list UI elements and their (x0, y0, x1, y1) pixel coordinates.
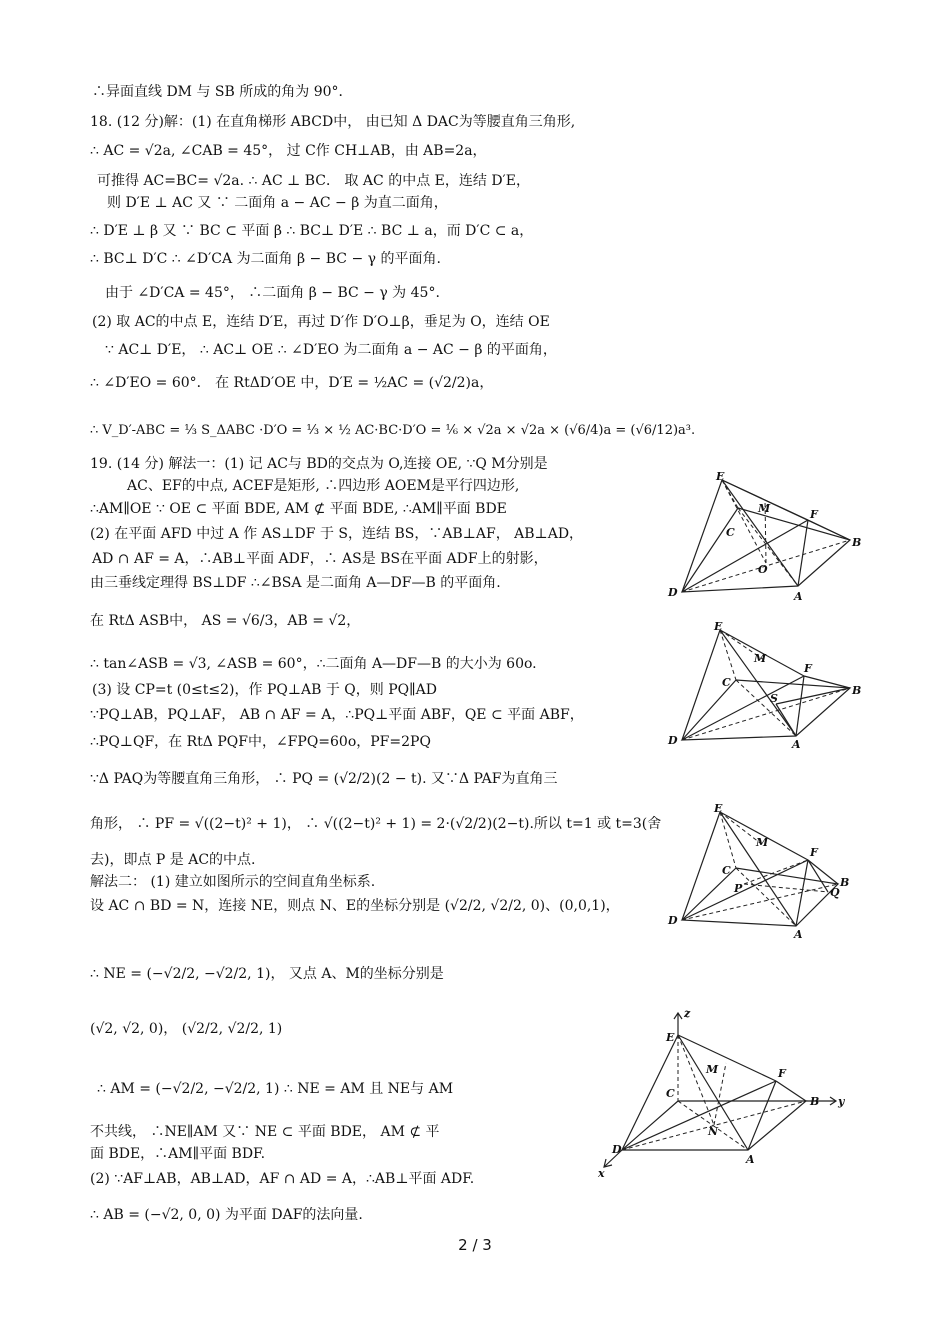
text-line-20: ∴ tan∠ASB = √3, ∠ASB = 60°，∴二面角 A—DF—B 的大小为 60o. (90, 656, 537, 672)
text-line-10: ∵ AC⊥ D′E， ∴ AC⊥ OE ∴ ∠D′EO 为二面角 a − AC − β 的平面角， (105, 342, 557, 358)
fig4-label-x: x (598, 1167, 605, 1180)
fig2-label-c: C (722, 676, 731, 689)
fig4-label-f: F (778, 1067, 786, 1080)
text-line-13: 19. (14 分) 解法一：(1) 记 AC与 BD的交点为 O,连接 OE, ∵Q M分别是 (90, 456, 548, 472)
fig3-label-f: F (810, 846, 818, 859)
fig3-label-c: C (722, 864, 731, 877)
text-line-14: AC、EF的中点, ACEF是矩形, ∴四边形 AOEM是平行四边形, (127, 478, 520, 494)
text-line-31: ∴ AM = (−√2/2, −√2/2, 1) ∴ NE = AM 且 NE与 AM (97, 1081, 454, 1097)
text-line-21: (3) 设 CP=t (0≤t≤2)，作 PQ⊥AB 于 Q，则 PQ∥AD (92, 682, 437, 698)
text-line-8: 由于 ∠D′CA = 45°， ∴二面角 β − BC − γ 为 45°. (105, 285, 440, 301)
fig1-label-b: B (852, 536, 862, 549)
text-line-17: AD ∩ AF = A，∴AB⊥平面 ADF，∴ AS是 BS在平面 ADF上的射影， (92, 551, 548, 567)
figure-3-solid (660, 800, 870, 940)
fig2-label-b: B (852, 684, 862, 697)
text-line-9: (2) 取 AC的中点 E，连结 D′E，再过 D′作 D′O⊥β，垂足为 O，连结 OE (92, 314, 550, 330)
fig4-label-d: D (612, 1143, 622, 1156)
fig3-label-b: B (840, 876, 850, 889)
text-line-7: ∴ BC⊥ D′C ∴ ∠D′CA 为二面角 β − BC − γ 的平面角. (90, 251, 441, 267)
figure-4-coordinate-solid (596, 1005, 856, 1180)
fig4-label-n: N (708, 1125, 719, 1138)
fig3-label-a: A (794, 928, 803, 940)
text-line-4: 可推得 AC=BC= √2a. ∴ AC ⊥ BC． 取 AC 的中点 E，连结 D′E， (97, 173, 530, 189)
text-line-32: 不共线， ∴NE∥AM 又∵ NE ⊂ 平面 BDE， AM ⊄ 平 (90, 1124, 440, 1140)
fig4-label-m: M (706, 1063, 719, 1076)
text-line-24: ∵Δ PAQ为等腰直角三角形， ∴ PQ = (√2/2)(2 − t). 又∵Δ PAF为直角三 (90, 771, 558, 787)
fig3-label-m: M (756, 836, 769, 849)
text-line-12: ∴ V_D′-ABC = ⅓ S_ΔABC ·D′O = ⅓ × ½ AC·BC·D′O = ⅙ × √2a × √2a × (√6/4)a = (√6/12)a³. (90, 423, 696, 438)
text-line-5: 则 D′E ⊥ AC 又 ∵ 二面角 a − AC − β 为直二面角， (107, 195, 448, 211)
fig2-label-d: D (668, 734, 678, 747)
text-line-27: 解法二： (1) 建立如图所示的空间直角坐标系. (90, 874, 376, 890)
text-line-34: (2) ∵AF⊥AB，AB⊥AD，AF ∩ AD = A，∴AB⊥平面 ADF. (90, 1171, 475, 1187)
fig2-label-e: E (714, 620, 723, 633)
figure-1-solid (660, 470, 870, 605)
fig1-label-f: F (810, 508, 818, 521)
page-number: 2 / 3 (458, 1236, 492, 1254)
figure-2-solid (660, 620, 870, 755)
fig1-label-e: E (716, 470, 725, 483)
text-line-19: 在 RtΔ ASB中， AS = √6/3，AB = √2， (90, 613, 361, 629)
fig2-label-a: A (792, 738, 801, 751)
fig3-label-e: E (714, 802, 723, 815)
fig2-label-f: F (804, 662, 812, 675)
fig1-label-o: O (758, 563, 768, 576)
fig2-label-m: M (754, 652, 767, 665)
fig2-label-s: S (770, 692, 778, 705)
fig3-label-p: P (734, 882, 743, 895)
text-line-29: ∴ NE = (−√2/2, −√2/2, 1)， 又点 A、M的坐标分别是 (90, 966, 444, 982)
text-line-1: ∴异面直线 DM 与 SB 所成的角为 90°． (92, 84, 353, 100)
fig4-label-c: C (666, 1087, 675, 1100)
fig4-label-b: B (810, 1095, 820, 1108)
text-line-33: 面 BDE，∴AM∥平面 BDF. (90, 1146, 266, 1162)
text-line-6: ∴ D′E ⊥ β 又 ∵ BC ⊂ 平面 β ∴ BC⊥ D′E ∴ BC ⊥ a，而 D′C ⊂ a， (90, 223, 534, 239)
fig3-label-d: D (668, 914, 678, 927)
fig1-label-m: M (758, 502, 771, 515)
fig1-label-d: D (668, 586, 678, 599)
fig4-label-y: y (838, 1095, 845, 1108)
text-line-28: 设 AC ∩ BD = N，连接 NE，则点 N、E的坐标分别是 (√2/2, √2/2, 0)、(0,0,1)， (90, 898, 620, 914)
fig1-label-c: C (726, 526, 735, 539)
text-line-3: ∴ AC = √2a, ∠CAB = 45°， 过 C作 CH⊥AB，由 AB=2a， (90, 143, 487, 159)
text-line-30: (√2, √2, 0)， (√2/2, √2/2, 1) (90, 1021, 283, 1037)
text-line-16: (2) 在平面 AFD 中过 A 作 AS⊥DF 于 S，连结 BS，∵AB⊥AF， AB⊥AD， (90, 526, 584, 542)
text-line-35: ∴ AB = (−√2, 0, 0) 为平面 DAF的法向量. (90, 1207, 363, 1223)
text-line-15: ∴AM∥OE ∵ OE ⊂ 平面 BDE, AM ⊄ 平面 BDE, ∴AM∥平面 BDE (90, 501, 507, 517)
text-line-2: 18. (12 分)解：(1) 在直角梯形 ABCD中， 由已知 Δ DAC为等腰直角三角形, (90, 114, 576, 130)
text-line-25: 角形， ∴ PF = √((2−t)² + 1)， ∴ √((2−t)² + 1) = 2·(√2/2)(2−t).所以 t=1 或 t=3(舍 (90, 816, 662, 832)
text-line-26: 去)，即点 P 是 AC的中点. (90, 852, 256, 868)
text-line-11: ∴ ∠D′EO = 60°． 在 RtΔD′OE 中，D′E = ½AC = (√2/2)a， (90, 375, 494, 391)
fig4-label-e: E (666, 1031, 675, 1044)
fig4-label-a: A (746, 1153, 755, 1166)
text-line-18: 由三垂线定理得 BS⊥DF ∴∠BSA 是二面角 A—DF—B 的平面角. (90, 575, 501, 591)
text-line-23: ∴PQ⊥QF，在 RtΔ PQF中，∠FPQ=60o，PF=2PQ (90, 734, 431, 750)
fig3-label-q: Q (830, 886, 840, 899)
fig4-label-z: z (684, 1007, 691, 1020)
fig1-label-a: A (794, 590, 803, 603)
text-line-22: ∵PQ⊥AB，PQ⊥AF， AB ∩ AF = A，∴PQ⊥平面 ABF，QE ⊂ 平面 ABF， (90, 707, 584, 723)
